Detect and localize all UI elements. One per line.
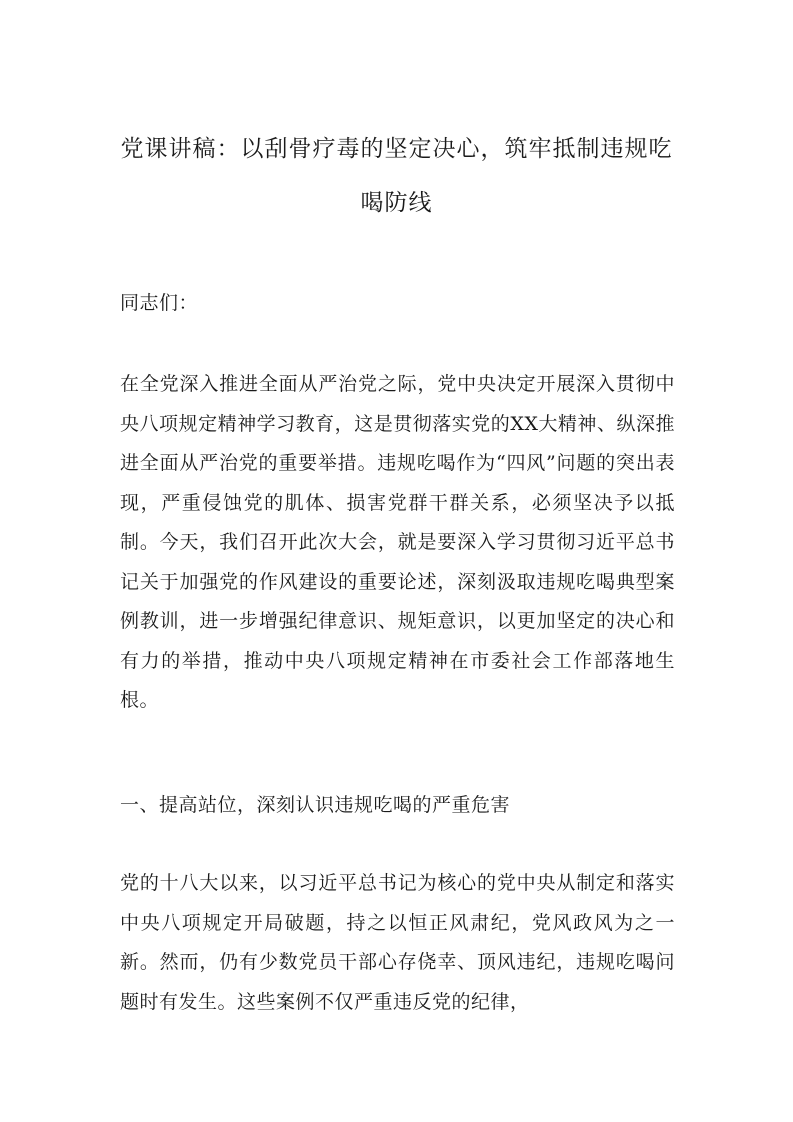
paragraph-body: 党的十八大以来，以习近平总书记为核心的党中央从制定和落实中央八项规定开局破题，持之以恒正风肃纪，党风政风为之一新。然而，仍有少数党员干部心存侥幸、顶风违纪，违规吃喝问题时有发生。这些案例不仅严重违反党的纪律，: [120, 872, 675, 1013]
paragraph-intro: 在全党深入推进全面从严治党之际，党中央决定开展深入贯彻中央八项规定精神学习教育，这是贯彻落实党的XX大精神、纵深推进全面从严治党的重要举措。违规吃喝作为“四风”问题的突出表现，严重侵蚀党的肌体、损害党群干群关系，必须坚决予以抵制。今天，我们召开此次大会，就是要深入学习贯彻习近平总书记关于加强党的作风建设的重要论述，深刻汲取违规吃喝典型案例教训，进一步增强纪律意识、规矩意识，以更加坚定的决心和有力的举措，推动中央八项规定精神在市委社会工作部落地生根。: [120, 373, 675, 711]
document-title: 党课讲稿：以刮骨疗毒的坚定决心，筑牢抵制违规吃喝防线: [120, 136, 673, 216]
salutation: 同志们：: [120, 292, 199, 314]
section-heading: 一、提高站位，深刻认识违规吃喝的严重危害: [120, 794, 511, 816]
